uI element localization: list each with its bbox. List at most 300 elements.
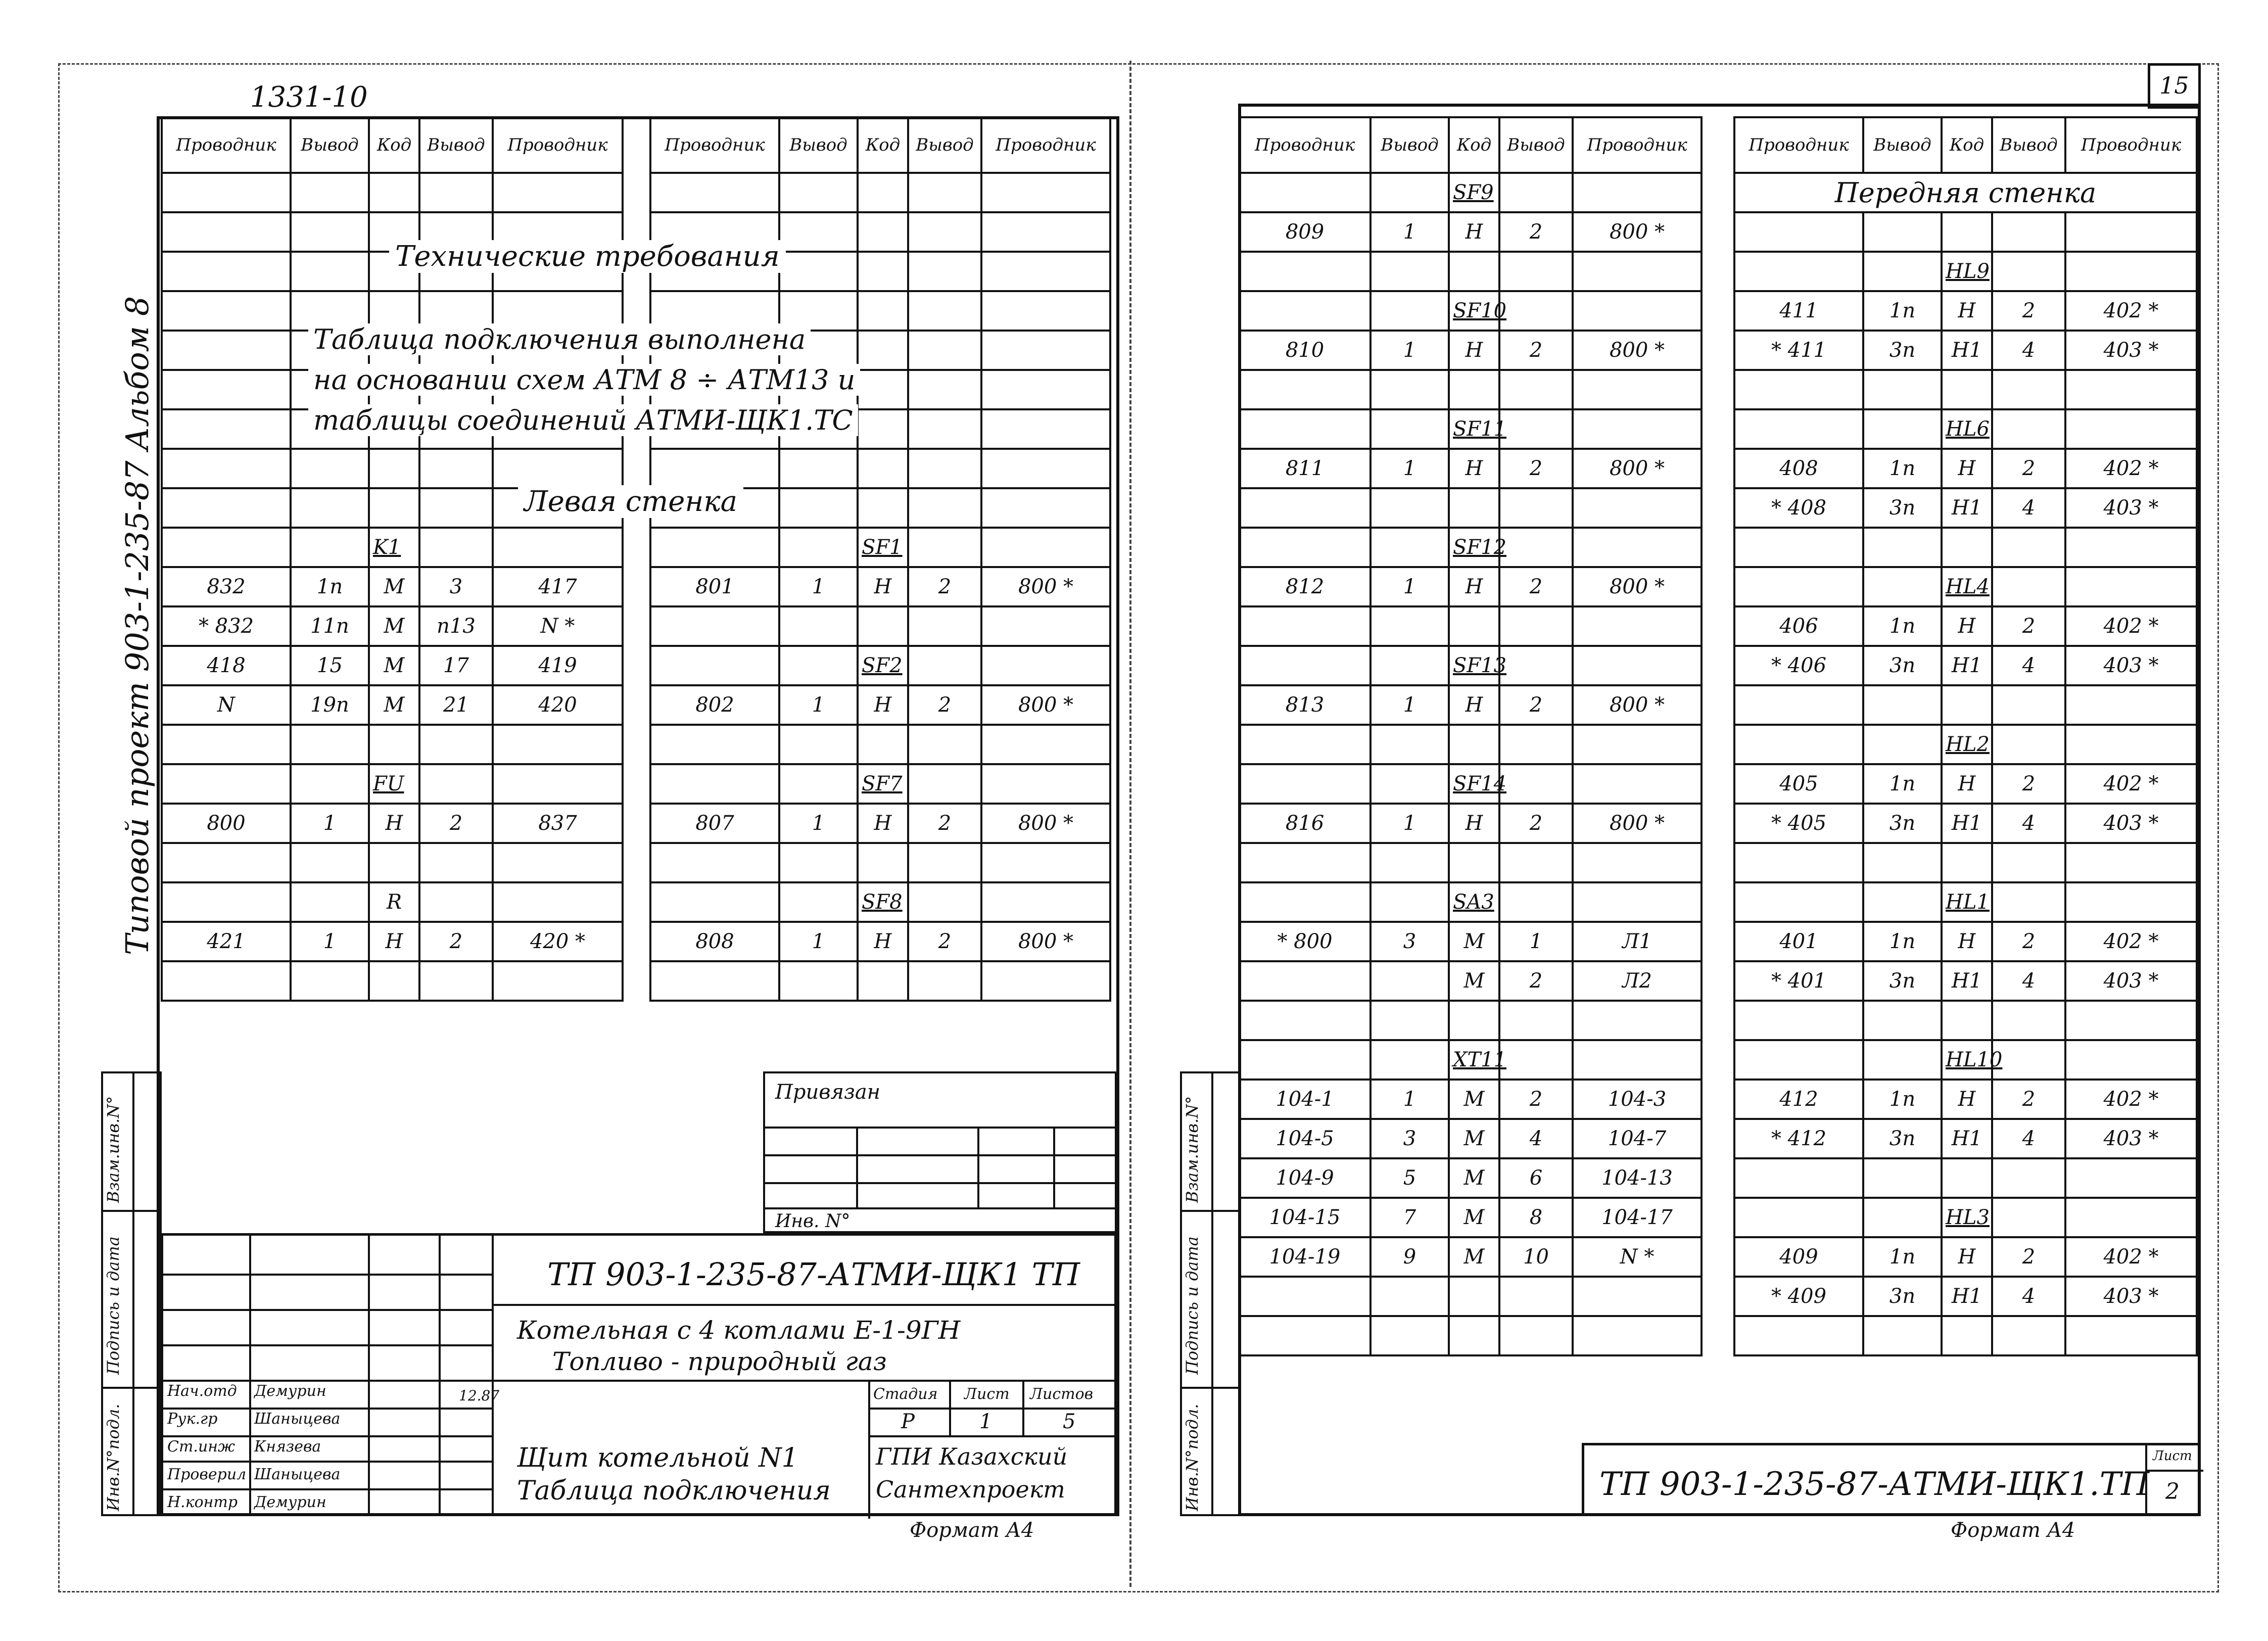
table-cell: Н1	[1942, 331, 1992, 370]
table-cell: N	[162, 685, 291, 725]
table-cell	[1449, 1277, 1499, 1316]
table-cell: 2	[1499, 961, 1573, 1001]
table-cell	[1992, 1198, 2065, 1237]
table-cell	[908, 370, 981, 409]
table-cell: 800 *	[1573, 449, 1702, 488]
table-cell	[1371, 1277, 1449, 1316]
table-cell: 801	[650, 567, 779, 606]
table-cell	[1371, 961, 1449, 1001]
table-cell	[2065, 882, 2197, 922]
table-row	[162, 685, 623, 725]
table-cell	[291, 528, 369, 567]
table-cell	[1499, 882, 1573, 922]
table-cell	[981, 252, 1110, 291]
table-cell: 1	[779, 922, 858, 961]
table-row	[1734, 843, 2197, 882]
table-cell: 3	[1371, 1119, 1449, 1158]
table-cell	[1863, 528, 1942, 567]
table-cell: 420	[493, 685, 623, 725]
table-cell	[1992, 212, 2065, 252]
table-row	[650, 804, 1110, 843]
table-cell	[2065, 252, 2197, 291]
table-row	[650, 528, 1110, 567]
table-cell	[1371, 528, 1449, 567]
table-row	[650, 725, 1110, 764]
table-cell	[981, 370, 1110, 409]
table-cell: 832	[162, 567, 291, 606]
table-cell	[369, 488, 419, 528]
column-header: Вывод	[1863, 117, 1942, 173]
table-cell: Н	[1942, 1080, 1992, 1119]
table-row	[1734, 449, 2197, 488]
table-cell: 3	[1371, 922, 1449, 961]
table-cell: SF2	[858, 646, 908, 685]
table-row	[1239, 331, 1702, 370]
table-row	[162, 528, 623, 567]
table-cell	[1942, 370, 1992, 409]
table-cell	[1239, 1316, 1371, 1355]
table-cell	[1449, 370, 1499, 409]
table-row	[1239, 882, 1702, 922]
table-cell	[981, 212, 1110, 252]
table-cell	[162, 212, 291, 252]
side-label-sign-right: Подпись и дата	[1183, 1236, 1202, 1375]
signer-role: Нач.отд	[167, 1382, 237, 1400]
table-row	[1239, 804, 1702, 843]
table-cell: 808	[650, 922, 779, 961]
table-cell: Н	[1449, 804, 1499, 843]
table-cell: 1п	[1863, 606, 1942, 646]
table-cell: 837	[493, 804, 623, 843]
table-cell: 4	[1992, 488, 2065, 528]
note-line-2: на основании схем АТМ 8 ÷ АТМ13 и	[308, 364, 860, 396]
table-cell	[858, 449, 908, 488]
table-cell	[2065, 1040, 2197, 1080]
table-cell	[650, 764, 779, 804]
table-cell	[858, 370, 908, 409]
table-cell	[291, 882, 369, 922]
table-cell	[981, 646, 1110, 685]
table-cell: 15	[291, 646, 369, 685]
table-cell: 1	[779, 685, 858, 725]
table-cell	[1863, 567, 1942, 606]
table-cell	[1992, 567, 2065, 606]
table-cell: 104-5	[1239, 1119, 1371, 1158]
table-cell	[1573, 1001, 1702, 1040]
doc-code-right: ТП 903-1-235-87-АТМИ-ЩК1.ТП	[1599, 1466, 2150, 1503]
table-row	[1239, 1080, 1702, 1119]
table-cell	[2065, 1001, 2197, 1040]
sheets-label: Листов	[1030, 1385, 1094, 1403]
table-cell	[291, 252, 369, 291]
table-row	[1239, 212, 1702, 252]
sheets-value: 5	[1063, 1410, 1076, 1433]
column-header: Проводник	[162, 117, 291, 173]
project-title-2: Топливо - природный газ	[552, 1347, 887, 1376]
table-cell	[858, 725, 908, 764]
table-cell	[779, 252, 858, 291]
table-cell: 2	[908, 922, 981, 961]
table-cell	[908, 449, 981, 488]
table-row	[162, 606, 623, 646]
table-cell: 104-19	[1239, 1237, 1371, 1277]
table-cell	[1992, 685, 2065, 725]
table-cell	[1371, 252, 1449, 291]
table-cell: 9	[1371, 1237, 1449, 1277]
column-header: Проводник	[2065, 117, 2197, 173]
table-row	[1239, 567, 1702, 606]
table-cell	[1499, 646, 1573, 685]
sheet-number-box	[2148, 63, 2201, 109]
table-cell	[981, 606, 1110, 646]
table-row	[1239, 764, 1702, 804]
table-cell: SA3	[1449, 882, 1499, 922]
table-cell: 104-13	[1573, 1158, 1702, 1198]
table-row	[650, 173, 1110, 212]
table-row	[1734, 961, 2197, 1001]
binding-label: Привязан	[775, 1081, 881, 1104]
table-cell	[908, 882, 981, 922]
table-cell: * 832	[162, 606, 291, 646]
table-cell: SF9	[1449, 173, 1499, 212]
table-cell: 800 *	[1573, 567, 1702, 606]
right-title-stamp	[1582, 1443, 2201, 1516]
table-cell	[291, 764, 369, 804]
table-cell	[1734, 528, 1863, 567]
table-row	[1734, 764, 2197, 804]
table-row	[1239, 1316, 1702, 1355]
table-cell	[908, 606, 981, 646]
table-cell: Н	[1942, 291, 1992, 331]
table-row	[1239, 606, 1702, 646]
table-cell: 403 *	[2065, 804, 2197, 843]
table-row	[1734, 291, 2197, 331]
signer-name: Демурин	[254, 1493, 326, 1511]
table-cell: 1п	[1863, 449, 1942, 488]
signer-name: Князева	[254, 1438, 321, 1456]
table-cell: 2	[1499, 331, 1573, 370]
table-cell	[981, 291, 1110, 331]
table-cell: Н1	[1942, 804, 1992, 843]
binding-block	[763, 1071, 1117, 1233]
table-cell	[779, 961, 858, 1001]
table-cell	[1942, 1316, 1992, 1355]
table-cell: Л1	[1573, 922, 1702, 961]
table-cell	[650, 606, 779, 646]
table-cell	[858, 173, 908, 212]
table-cell: 3п	[1863, 1277, 1942, 1316]
table-cell: 402 *	[2065, 764, 2197, 804]
table-cell: 104-9	[1239, 1158, 1371, 1198]
table-cell: HL4	[1942, 567, 1992, 606]
table-cell: 800 *	[981, 922, 1110, 961]
table-cell: 412	[1734, 1080, 1863, 1119]
title-block	[161, 1233, 1117, 1516]
table-row	[1734, 606, 2197, 646]
table-cell	[1239, 528, 1371, 567]
table-row	[1239, 449, 1702, 488]
side-label-orig: Инв.N°подл.	[104, 1403, 123, 1511]
table-cell	[779, 606, 858, 646]
table-cell: 4	[1992, 961, 2065, 1001]
table-cell: 800	[162, 804, 291, 843]
table-cell	[1239, 725, 1371, 764]
column-header: Проводник	[493, 117, 623, 173]
column-header: Код	[1942, 117, 1992, 173]
table-row	[1734, 567, 2197, 606]
table-cell: М	[369, 567, 419, 606]
table-cell: М	[1449, 922, 1499, 961]
table-cell	[1573, 252, 1702, 291]
table-row	[1734, 173, 2197, 212]
table-cell	[162, 843, 291, 882]
table-cell	[1734, 1040, 1863, 1080]
table-cell: 5	[1371, 1158, 1449, 1198]
column-header: Вывод	[1499, 117, 1573, 173]
table-cell	[650, 646, 779, 685]
table-cell: Н	[1449, 567, 1499, 606]
table-cell	[1573, 725, 1702, 764]
table-cell: 1	[779, 804, 858, 843]
table-cell	[1499, 488, 1573, 528]
table-cell: FU	[369, 764, 419, 804]
table-cell: Н1	[1942, 488, 1992, 528]
table-row	[162, 764, 623, 804]
table-cell: 7	[1371, 1198, 1449, 1237]
table-cell	[2065, 1316, 2197, 1355]
table-cell: * 411	[1734, 331, 1863, 370]
table-cell: 1	[1371, 212, 1449, 252]
table-cell	[419, 764, 493, 804]
table-cell	[1499, 843, 1573, 882]
table-cell	[1573, 1277, 1702, 1316]
table-cell: HL3	[1942, 1198, 1992, 1237]
table-cell	[1992, 370, 2065, 409]
side-label-inv-right: Взам.инв.N°	[1183, 1096, 1202, 1203]
note-tech-req: Технические требования	[389, 240, 786, 273]
table-row	[1239, 370, 1702, 409]
table-cell	[908, 212, 981, 252]
table-cell: 2	[1499, 449, 1573, 488]
table-cell	[779, 843, 858, 882]
table-cell: * 408	[1734, 488, 1863, 528]
table-cell	[908, 173, 981, 212]
table-cell	[1863, 212, 1942, 252]
table-cell: Н1	[1942, 646, 1992, 685]
table-row	[1239, 173, 1702, 212]
table-cell: 418	[162, 646, 291, 685]
table-cell: Н	[1942, 922, 1992, 961]
table-row	[1239, 725, 1702, 764]
table-cell: 2	[1499, 212, 1573, 252]
table-cell: 2	[1992, 764, 2065, 804]
table-cell	[779, 173, 858, 212]
table-cell	[1942, 843, 1992, 882]
table-cell: 1	[291, 922, 369, 961]
column-header: Проводник	[981, 117, 1110, 173]
table-cell	[1573, 488, 1702, 528]
signer-role: Ст.инж	[167, 1438, 235, 1456]
table-cell: 2	[419, 804, 493, 843]
table-cell: SF12	[1449, 528, 1499, 567]
table-cell: М	[369, 646, 419, 685]
table-cell	[779, 725, 858, 764]
vertical-project-label: Типовой проект 903-1-235-87 Альбом 8	[119, 296, 156, 955]
table-cell: п13	[419, 606, 493, 646]
table-cell	[779, 488, 858, 528]
table-row	[1734, 331, 2197, 370]
table-cell	[1449, 725, 1499, 764]
table-cell	[908, 252, 981, 291]
table-cell	[779, 449, 858, 488]
table-cell	[162, 488, 291, 528]
table-cell	[1863, 370, 1942, 409]
table-cell	[1371, 370, 1449, 409]
table-cell	[1992, 882, 2065, 922]
column-header: Вывод	[1371, 117, 1449, 173]
table-cell	[2065, 567, 2197, 606]
note-line-3: таблицы соединений АТМИ-ЩК1.ТС	[308, 404, 858, 436]
table-cell	[1499, 252, 1573, 291]
signer-name: Шаныцева	[254, 1466, 341, 1483]
table-cell	[291, 212, 369, 252]
table-cell	[858, 291, 908, 331]
table-cell	[1499, 1001, 1573, 1040]
table-cell: 2	[1992, 606, 2065, 646]
table-cell	[908, 331, 981, 370]
table-cell: 417	[493, 567, 623, 606]
table-row	[1734, 409, 2197, 449]
table-cell: Н	[858, 567, 908, 606]
table-cell	[1942, 685, 1992, 725]
table-cell	[1239, 1040, 1371, 1080]
sheet-value: 1	[979, 1410, 993, 1433]
table-cell	[162, 961, 291, 1001]
signer-role: Проверил	[167, 1466, 247, 1483]
table-cell	[858, 488, 908, 528]
table-cell	[1942, 1001, 1992, 1040]
table-cell: 104-7	[1573, 1119, 1702, 1158]
table-row	[162, 843, 623, 882]
table-cell	[981, 725, 1110, 764]
table-cell: 17	[419, 646, 493, 685]
table-cell: 3п	[1863, 488, 1942, 528]
table-cell: 406	[1734, 606, 1863, 646]
table-cell	[419, 449, 493, 488]
table-row	[1734, 725, 2197, 764]
signer-role: Рук.гр	[167, 1410, 218, 1428]
table-cell: 402 *	[2065, 1237, 2197, 1277]
table-cell	[1734, 409, 1863, 449]
table-cell	[981, 764, 1110, 804]
table-cell: Л2	[1573, 961, 1702, 1001]
table-cell	[1239, 173, 1371, 212]
table-cell: SF8	[858, 882, 908, 922]
table-cell: 812	[1239, 567, 1371, 606]
table-cell	[1992, 1001, 2065, 1040]
table-cell: SF13	[1449, 646, 1499, 685]
table-cell	[1371, 1001, 1449, 1040]
table-cell: 1	[1371, 449, 1449, 488]
table-cell: 802	[650, 685, 779, 725]
table-cell	[1371, 291, 1449, 331]
sheet-label: Лист	[964, 1385, 1010, 1403]
table-cell	[650, 882, 779, 922]
table-cell	[1863, 882, 1942, 922]
table-cell: Н	[1942, 1237, 1992, 1277]
table-row	[1734, 1080, 2197, 1119]
table-cell	[1239, 370, 1371, 409]
table-cell	[858, 331, 908, 370]
table-cell	[1573, 291, 1702, 331]
table-cell: SF7	[858, 764, 908, 804]
column-header: Проводник	[1239, 117, 1371, 173]
table-row	[1239, 843, 1702, 882]
table-cell: Н	[858, 804, 908, 843]
table-cell	[1992, 409, 2065, 449]
table-cell	[1239, 409, 1371, 449]
table-cell: 402 *	[2065, 291, 2197, 331]
table-cell	[162, 291, 291, 331]
sheet-value-right: 2	[2165, 1479, 2180, 1505]
table-cell	[858, 409, 908, 449]
table-cell	[162, 331, 291, 370]
table-cell: 402 *	[2065, 1080, 2197, 1119]
sheet-number: 15	[2159, 72, 2189, 99]
table-cell: 2	[1992, 291, 2065, 331]
table-cell	[650, 449, 779, 488]
stage-label: Стадия	[873, 1385, 938, 1403]
table-cell: 419	[493, 646, 623, 685]
table-cell	[981, 961, 1110, 1001]
table-cell	[1499, 1277, 1573, 1316]
table-row	[1734, 252, 2197, 291]
table-cell	[162, 173, 291, 212]
table-cell	[1734, 725, 1863, 764]
column-header: Вывод	[1992, 117, 2065, 173]
table-row	[1734, 1198, 2197, 1237]
table-cell: 807	[650, 804, 779, 843]
table-row	[162, 922, 623, 961]
table-cell	[1499, 1040, 1573, 1080]
date-value: 12.87	[459, 1387, 500, 1404]
table-cell	[858, 212, 908, 252]
note-left-wall: Левая стенка	[518, 485, 743, 518]
table-row	[650, 764, 1110, 804]
table-cell: K1	[369, 528, 419, 567]
table-cell	[291, 961, 369, 1001]
doc-code-left: ТП 903-1-235-87-АТМИ-ЩК1 ТП	[547, 1256, 1080, 1293]
table-cell	[981, 331, 1110, 370]
table-cell: М	[1449, 1080, 1499, 1119]
table-cell: 403 *	[2065, 1119, 2197, 1158]
table-cell: 4	[1992, 804, 2065, 843]
table-cell: Н	[1449, 449, 1499, 488]
table-row	[1734, 685, 2197, 725]
table-row	[1239, 1198, 1702, 1237]
table-cell	[1499, 291, 1573, 331]
table-cell	[162, 370, 291, 409]
table-cell: 813	[1239, 685, 1371, 725]
table-cell: 403 *	[2065, 646, 2197, 685]
table-row	[1734, 1237, 2197, 1277]
table-cell	[1499, 528, 1573, 567]
table-cell: 420 *	[493, 922, 623, 961]
signer-name: Демурин	[254, 1382, 326, 1400]
table-cell	[493, 173, 623, 212]
table-cell: 2	[1499, 1080, 1573, 1119]
table-row	[162, 173, 623, 212]
